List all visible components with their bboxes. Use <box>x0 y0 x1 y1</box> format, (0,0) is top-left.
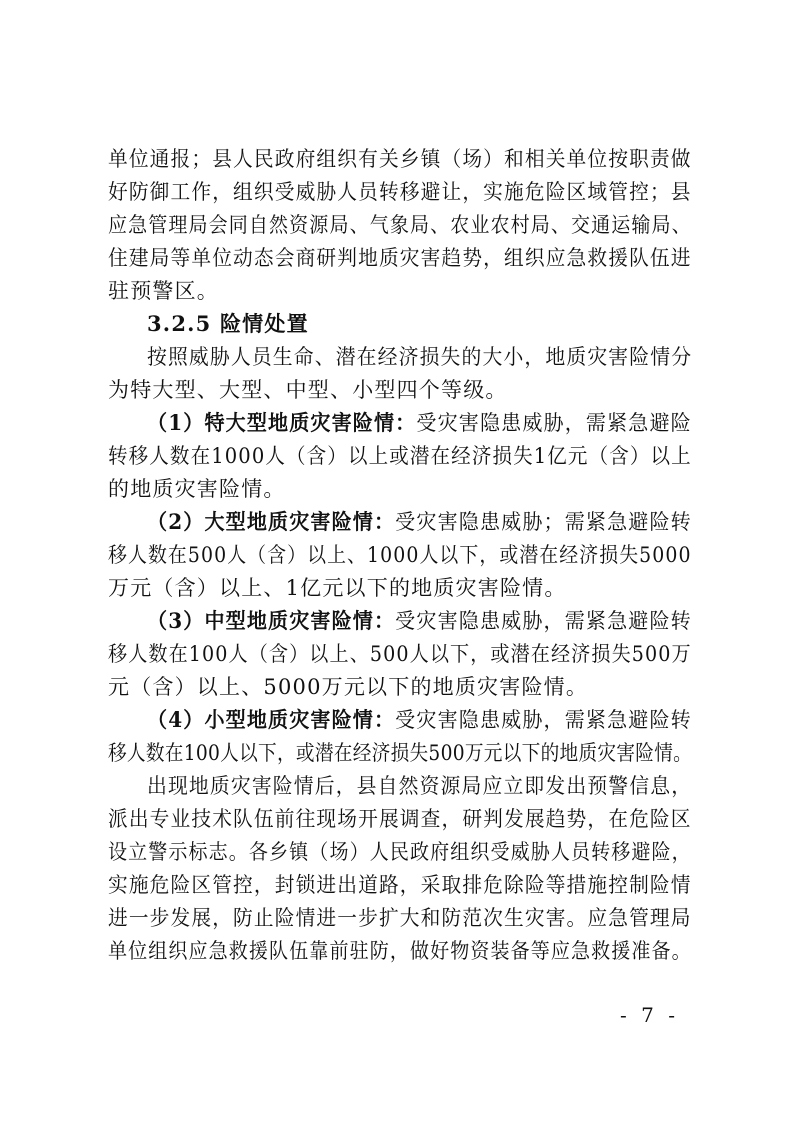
body-line: 住建局等单位动态会商研判地质灾害趋势，组织应急救援队伍进 <box>108 246 692 270</box>
level2-title: （2）大型地质灾害险情： <box>147 509 396 534</box>
level1-cont: 的地质灾害险情。 <box>108 477 286 501</box>
closing-line: 设立警示标志。各乡镇（场）人民政府组织受威胁人员转移避险， <box>108 840 692 864</box>
level3-cont: 移人数在100人（含）以上、500人以下，或潜在经济损失500万 <box>108 642 692 666</box>
level2-cont: 万元（含）以上、1亿元以下的地质灾害险情。 <box>108 576 567 600</box>
body-line: 好防御工作，组织受威胁人员转移避让，实施危险区域管控；县 <box>108 180 692 204</box>
closing-line: 单位组织应急救援队伍靠前驻防，做好物资装备等应急救援准备。 <box>108 939 692 963</box>
closing-line: 实施危险区管控，封锁进出道路，采取排危除险等措施控制险情 <box>108 873 692 897</box>
body-line: 单位通报；县人民政府组织有关乡镇（场）和相关单位按职责做 <box>108 147 692 171</box>
closing-line: 派出专业技术队伍前往现场开展调查，研判发展趋势，在危险区 <box>108 807 692 831</box>
section-heading: 3.2.5 险情处置 <box>147 311 309 336</box>
body-line: 应急管理局会同自然资源局、气象局、农业农村局、交通运输局、 <box>108 213 692 237</box>
intro-line: 按照威胁人员生命、潜在经济损失的大小，地质灾害险情分 <box>147 345 693 369</box>
intro-line: 为特大型、大型、中型、小型四个等级。 <box>108 378 508 402</box>
level2-cont: 移人数在500人（含）以上、1000人以下，或潜在经济损失5000 <box>108 543 692 567</box>
level3-cont: 元（含）以上、5000万元以下的地质灾害险情。 <box>108 675 589 699</box>
body-line: 驻预警区。 <box>108 279 219 303</box>
closing-line: 进一步发展，防止险情进一步扩大和防范次生灾害。应急管理局 <box>108 906 692 930</box>
level2-text: 受灾害隐患威胁；需紧急避险转 <box>395 510 692 534</box>
level3-text: 受灾害隐患威胁，需紧急避险转 <box>395 609 692 633</box>
level4-title: （4）小型地质灾害险情： <box>147 707 396 732</box>
level1-title: （1）特大型地质灾害险情： <box>147 410 417 435</box>
level1-text: 受灾害隐患威胁，需紧急避险 <box>416 411 692 435</box>
closing-line: 出现地质灾害险情后，县自然资源局应立即发出预警信息， <box>147 774 693 798</box>
level4-text: 受灾害隐患威胁，需紧急避险转 <box>395 708 692 732</box>
level1-cont: 转移人数在1000人（含）以上或潜在经济损失1亿元（含）以上 <box>108 444 692 468</box>
level3-title: （3）中型地质灾害险情： <box>147 608 396 633</box>
page-number: - 7 - <box>620 1003 679 1027</box>
level4-cont: 移人数在100人以下，或潜在经济损失500万元以下的地质灾害险情。 <box>108 741 693 765</box>
